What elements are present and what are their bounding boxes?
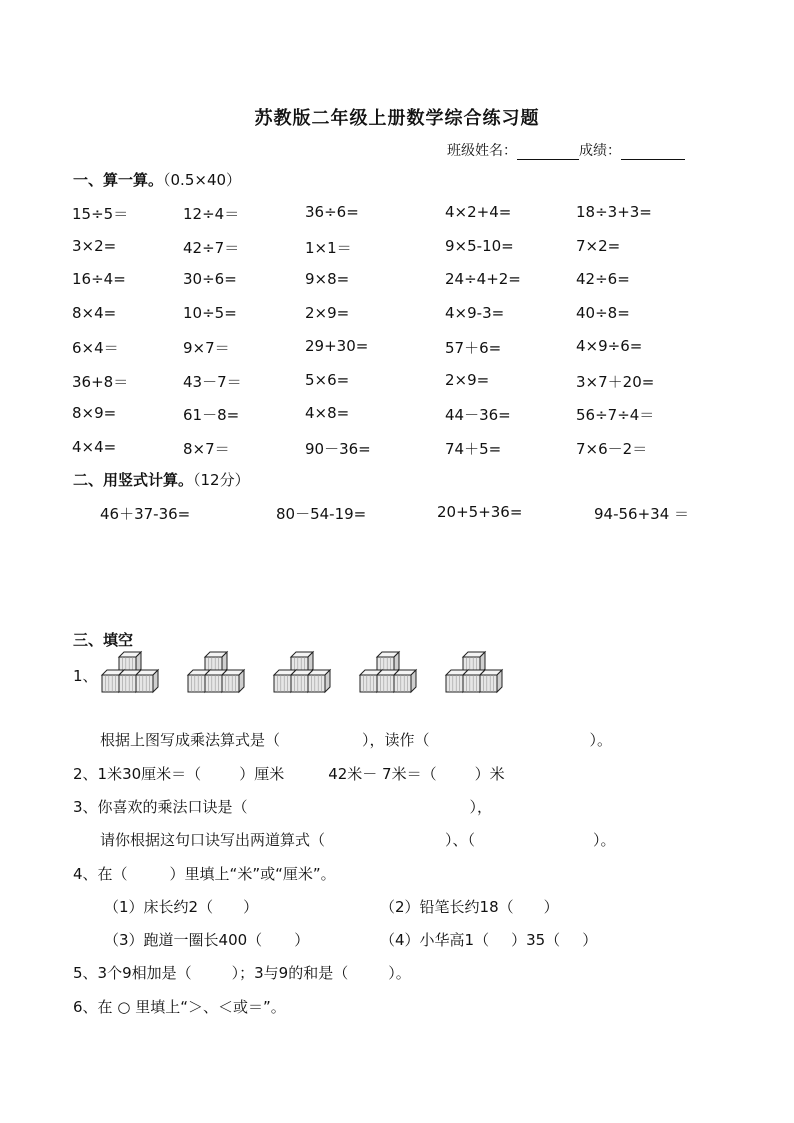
calc-problem: 90－36= <box>305 439 371 458</box>
class-name-label: 班级姓名： <box>447 143 517 159</box>
q3-text: 3、你喜欢的乘法口诀是（ ）， <box>73 798 493 816</box>
calc-problem: 29+30= <box>305 337 369 355</box>
calc-problem: 74＋5= <box>445 439 502 458</box>
calc-problem: 5×6= <box>305 370 350 389</box>
calc-problem: 4×9-3= <box>445 303 505 322</box>
calc-problem: 4×2+4= <box>445 203 512 221</box>
q3-text-2: 请你根据这句口诀写出两道算式（ ）、（ ）。 <box>100 831 616 849</box>
calc-problem: 4×9÷6= <box>576 337 643 355</box>
section3-heading: 三、填空 <box>73 631 134 649</box>
section1-points: （0.5×40） <box>163 171 242 189</box>
vertical-problem: 46＋37-36= <box>100 505 191 523</box>
q4-4: （4）小华高1（ ）35（ ） <box>380 931 598 949</box>
calc-problem: 40÷8= <box>576 303 630 322</box>
calc-problem: 1×1＝ <box>305 238 352 257</box>
calc-problem: 44－36= <box>445 406 511 424</box>
calc-problem: 24÷4+2= <box>445 270 521 288</box>
cube-stack-figure <box>444 650 506 710</box>
q6-text: 6、在 ○ 里填上“＞、＜或＝”。 <box>73 998 286 1016</box>
score-label: 成绩： <box>579 143 621 159</box>
section1-heading <box>73 169 241 190</box>
calc-problem: 10÷5= <box>183 303 237 322</box>
cube-stack-figure <box>358 650 420 710</box>
cube-stack-figure <box>272 650 334 710</box>
calc-problem: 36÷6= <box>305 203 359 221</box>
calc-problem: 12÷4＝ <box>183 205 240 223</box>
calc-problem: 43－7＝ <box>183 372 242 391</box>
calc-problem: 8×9= <box>72 404 117 422</box>
calc-problem: 7×2= <box>576 236 621 255</box>
calc-problem: 9×8= <box>305 270 350 288</box>
calc-problem: 57＋6= <box>445 339 502 357</box>
q4-1: （1）床长约2（ ） <box>104 898 259 916</box>
student-info <box>447 140 685 160</box>
class-name-blank[interactable] <box>517 145 579 160</box>
q1-text: 根据上图写成乘法算式是（ ），读作（ ）。 <box>100 731 613 749</box>
calc-problem: 36+8＝ <box>72 372 129 391</box>
calc-problem: 2×9= <box>305 303 350 322</box>
calc-problem: 56÷7÷4＝ <box>576 406 655 424</box>
calc-problem: 4×8= <box>305 404 350 422</box>
q4-2: （2）铅笔长约18（ ） <box>380 898 559 916</box>
vertical-problem: 94-56+34 ＝ <box>594 505 690 523</box>
calc-problem: 42÷6= <box>576 270 630 288</box>
section2-title: 二、用竖式计算。 <box>73 471 194 489</box>
calc-problem: 3×2= <box>72 236 117 255</box>
q2-text: 2、1米30厘米＝（ ）厘米 42米－ 7米＝（ ）米 <box>73 765 505 783</box>
q5-text: 5、3个9相加是（ ）；3与9的和是（ ）。 <box>73 964 411 982</box>
calc-problem: 6×4＝ <box>72 339 119 357</box>
vertical-problem: 20+5+36= <box>437 503 523 521</box>
q4-3: （3）跑道一圈长400（ ） <box>104 931 310 949</box>
calc-problem: 4×4= <box>72 437 117 456</box>
calc-problem: 7×6－2＝ <box>576 439 648 458</box>
calc-problem: 15÷5＝ <box>72 205 129 223</box>
calc-problem: 2×9= <box>445 370 490 389</box>
q1-number: 1、 <box>73 667 98 685</box>
section1-title: 一、算一算。 <box>73 171 164 189</box>
calc-problem: 18÷3+3= <box>576 203 652 221</box>
calc-problem: 9×7＝ <box>183 339 230 357</box>
calc-problem: 8×4= <box>72 303 117 322</box>
score-blank[interactable] <box>621 145 685 160</box>
cube-stack-figure <box>186 650 248 710</box>
calc-problem: 30÷6= <box>183 270 237 288</box>
section2-points: （12分） <box>193 471 250 489</box>
calc-problem: 61－8= <box>183 406 240 424</box>
calc-problem: 42÷7＝ <box>183 238 240 257</box>
circle-icon: ○ <box>117 998 131 1016</box>
calc-problem: 9×5-10= <box>445 236 514 255</box>
cube-figures <box>98 650 518 710</box>
q4-text: 4、在（ ）里填上“米”或“厘米”。 <box>73 865 336 883</box>
calc-problem: 8×7＝ <box>183 439 230 458</box>
page-title: 苏教版二年级上册数学综合练习题 <box>254 108 540 129</box>
section2-heading <box>73 469 250 490</box>
cube-stack-figure <box>100 650 162 710</box>
calc-problem: 3×7＋20= <box>576 372 655 391</box>
vertical-problem: 80－54-19= <box>276 505 367 523</box>
calc-problem: 16÷4= <box>72 270 126 288</box>
